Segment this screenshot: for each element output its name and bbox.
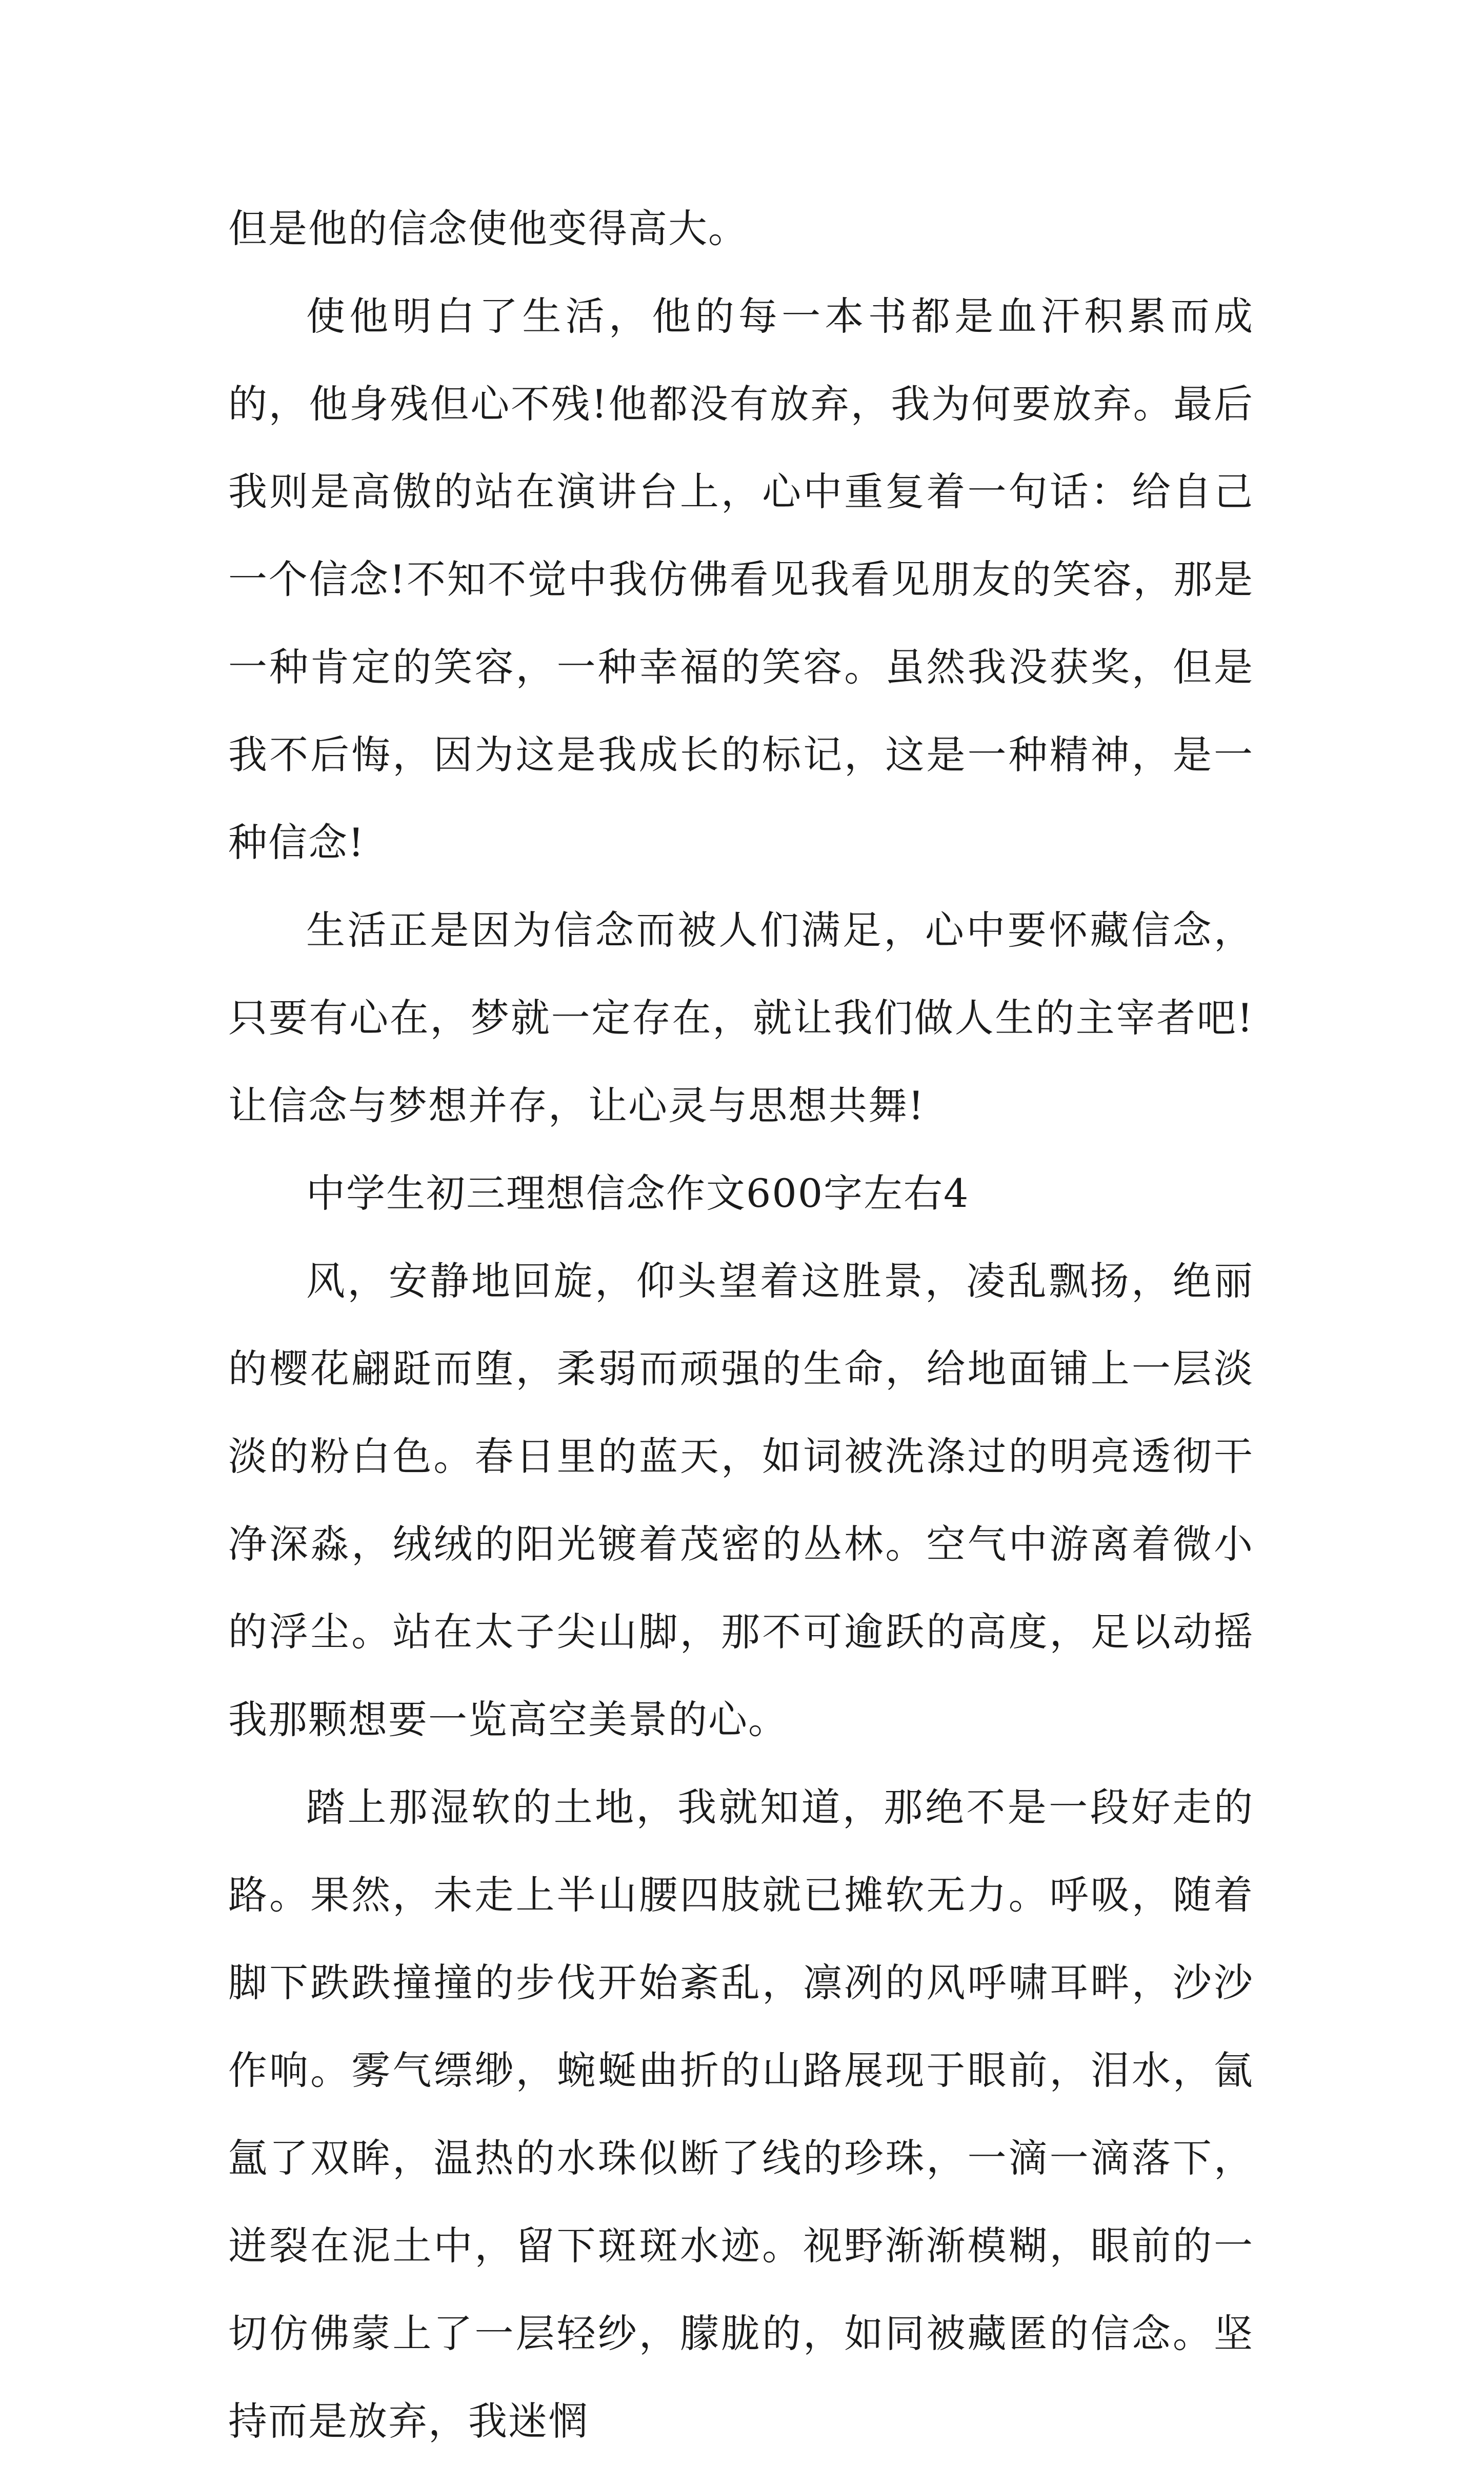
document-body: [228, 185, 1254, 2465]
paragraph: 使他明白了生活，他的每一本书都是血汗积累而成的，他身残但心不残!他都没有放弃，我为何要放弃。最后我则是高傲的站在演讲台上，心中重复着一句话：给自己一个信念!不知不觉中我仿佛看见我看见朋友的笑容，那是一种肯定的笑容，一种幸福的笑容。虽然我没获奖，但是我不后悔，因为这是我成长的标记，这是一种精神，是一种信念!: [228, 293, 1254, 865]
paragraph: 风，安静地回旋，仰头望着这胜景，凌乱飘扬，绝丽的樱花翩跹而堕，柔弱而顽强的生命，给地面铺上一层淡淡的粉白色。春日里的蓝天，如词被洗涤过的明亮透彻干净深淼，绒绒的阳光镀着茂密的丛林。空气中游离着微小的浮尘。站在太子尖山脚，那不可逾跃的高度，足以动摇我那颗想要一览高空美景的心。: [228, 1258, 1254, 1742]
paragraph: 但是他的信念使他变得高大。: [228, 206, 748, 251]
paragraph: 生活正是因为信念而被人们满足，心中要怀藏信念，只要有心在，梦就一定存在，就让我们做人生的主宰者吧!让信念与梦想并存，让心灵与思想共舞!: [228, 907, 1254, 1128]
section-heading: 中学生初三理想信念作文600字左右4: [306, 1170, 970, 1216]
paragraph: 踏上那湿软的土地，我就知道，那绝不是一段好走的路。果然，未走上半山腰四肢就已摊软无力。呼吸，随着脚下跌跌撞撞的步伐开始紊乱，凛冽的风呼啸耳畔，沙沙作响。雾气缥缈，蜿蜒曲折的山路展现于眼前，泪水，氤氲了双眸，温热的水珠似断了线的珍珠，一滴一滴落下，迸裂在泥土中，留下斑斑水迹。视野渐渐模糊，眼前的一切仿佛蒙上了一层轻纱，朦胧的，如同被藏匿的信念。坚持而是放弃，我迷惘: [228, 1784, 1254, 2444]
